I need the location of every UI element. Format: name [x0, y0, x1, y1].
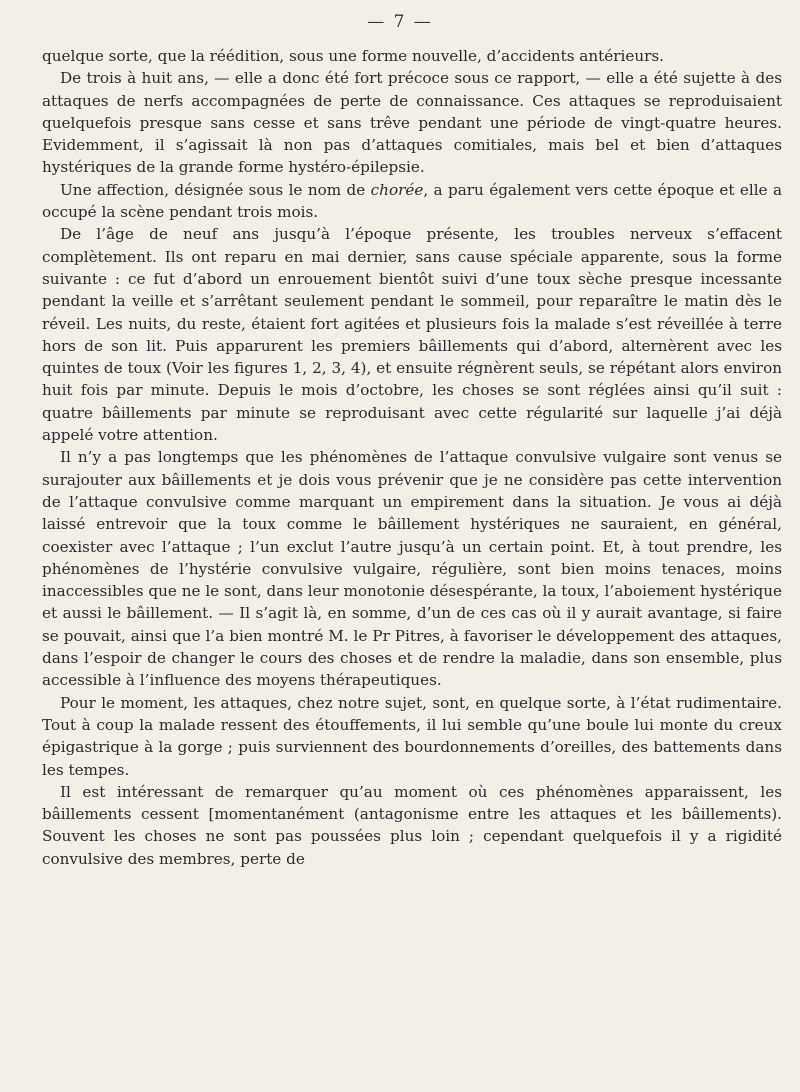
paragraph-rudimentary-attacks: Pour le moment, les attaques, chez notre sujet, sont, en quelque sorte, à l’état rudimentaire. Tout à coup la malade ressent des étouffements, il lui semble qu’une boule lui monte du creux épigastrique à la gorge ; puis surviennent des bourdonnements d’oreilles, des battements dans les tempes.	[42, 693, 782, 779]
page-number: — 7 —	[367, 12, 433, 32]
paragraph-chorea-after: , a paru également vers cette époque et elle a occupé la scène pendant trois mois.	[42, 180, 782, 222]
paragraph-chorea-term: chorée	[370, 180, 424, 199]
paragraph-chorea-before: Une affection, désignée sous le nom de	[60, 180, 371, 199]
paragraph-early-attacks: De trois à huit ans, — elle a donc été fort précoce sous ce rapport, — elle a été sujette à des attaques de nerfs accompagnées de perte de connaissance. Ces attaques se reproduisaient quelquefois presque sans cesse et sans trêve pendant une période de vingt-quatre heures. Evidemment, il s’agissait là non pas d’attaques comitiales, mais bel et bien d’attaques hystériques de la grande forme hystéro-épilepsie.	[42, 69, 782, 177]
paragraph-current-troubles: De l’âge de neuf ans jusqu’à l’époque présente, les troubles nerveux s’effacent complètement. Ils ont reparu en mai dernier, sans cause spéciale apparente, sous la forme suivante : ce fut d’abord un enrouement bientôt suivi d’une toux sèche presque incessante pendant la veille et s’arrêtant seulement pendant le sommeil, pour reparaître le matin dès le réveil. Les nuits, du reste, étaient fort agitées et plusieurs fois la malade s’est réveillée à terre hors de son lit. Puis apparurent les premiers bâillements qui d’abord, alternèrent avec les quintes de toux (Voir les figures 1, 2, 3, 4), et ensuite régnèrent seuls, se répétant alors environ huit fois par minute. Depuis le mois d’octobre, les choses se sont réglées ainsi qu’il suit : quatre bâillements par minute se reproduisant avec cette régularité sur laquelle j’ai déjà appelé votre attention.	[42, 225, 782, 445]
paragraph-antagonism: Il est intéressant de remarquer qu’au moment où ces phénomènes apparaissent, les bâillements cessent [momentanément (antagonisme entre les attaques et les bâillements). Souvent les choses ne sont pas poussées plus loin ; cependant quelquefois il y a rigidité convulsive des membres, perte de	[42, 782, 782, 868]
paragraph-convulsive-attack: Il n’y a pas longtemps que les phénomènes de l’attaque convulsive vulgaire sont venus se surajouter aux bâillements et je dois vous prévenir que je ne considère pas cette intervention de l’attaque convulsive comme marquant un empirement dans la situation. Je vous ai déjà laissé entrevoir que la toux comme le bâillement hystériques ne sauraient, en général, coexister avec l’attaque ; l’un exclut l’autre jusqu’à un certain point. Et, à tout prendre, les phénomènes de l’hystérie convulsive vulgaire, régulière, sont bien moins tenaces, moins inaccessibles que ne le sont, dans leur monotonie désespérante, la toux, l’aboiement hystérique et aussi le bâillement. — Il s’agit là, en somme, d’un de ces cas où il y aurait avantage, si faire se pouvait, ainsi que l’a bien montré M. le Pr Pitres, à favoriser le développement des attaques, dans l’espoir de changer le cours des choses et de rendre la maladie, dans son ensemble, plus accessible à l’influence des moyens thérapeutiques.	[42, 448, 782, 690]
paragraph-chorea	[42, 179, 782, 224]
paragraph-continuation: quelque sorte, que la réédition, sous une forme nouvelle, d’accidents antérieurs.	[42, 47, 665, 65]
body-text	[42, 45, 782, 870]
